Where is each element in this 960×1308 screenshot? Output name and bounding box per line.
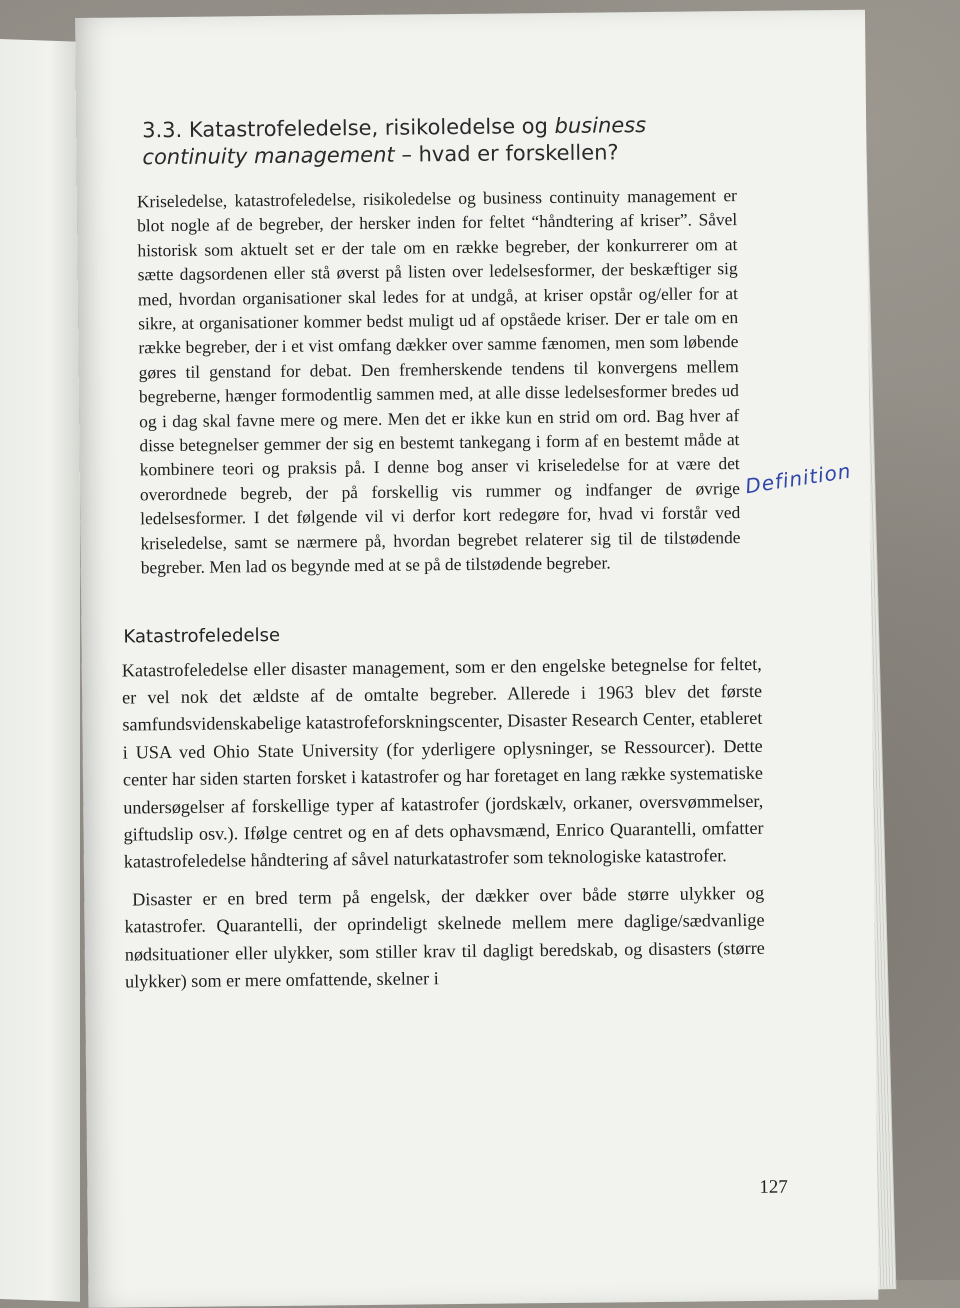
body-paragraph-1: Katastrofeledelse eller disaster management, som er den engelske betegnelse for feltet, er vel nok det ældste af de omtalte begreber. Allerede i 1963 blev det første samfundsvidenskabelige katastrofeforskningscenter, Disaster Research Center, etableret i USA ved Ohio State University (for yderligere oplysninger, se Ressourcer). Dette center har siden starten forsket i katastrofer og har foretaget en lang række systematiske undersøgelser af forskellige typer af katastrofer (jordskælv, orkaner, oversvømmelser, giftudslip osv.). Ifølge centret og en af dets ophavsmænd, Enrico Quarantelli, omfatter katastrofeledelse håndtering af såvel naturkatastrofer som teknologiske katastrofer. [121,653,764,872]
intro-paragraph: Kriseledelse, katastrofeledelse, risikoledelse og business continuity management er blot nogle af de begreber, der hersker inden for feltet “håndtering af kriser”. Såvel historisk som aktuelt set er der tale om en række begreber, der konkurrerer om at sætte dagsordenen eller stå øverst på listen over ledelsesformer, der beskæftiger sig med, hvordan organisationer skal ledes for at undgå, at kriser opstår og/eller for at sikre, at organisationer kommer bedst muligt ud af opståede kriser. Der er tale om en række begreber, der i et vist omfang dækker over samme fænomen, men som løbende gøres til genstand for debat. Den fremherskende tendens til konvergens mellem begreberne, hænger formodentlig sammen med, at alle disse ledelsesformer bredes ud og i dag skal favne mere og mere. Men det er ikke kun en strid om ord. Bag hver af disse betegnelser gemmer der sig en bestemt tankegang i form af en bestemt måde at kombinere teori og praksis på. I denne bog anser vi kriseledelse for at være det overordnede begreb, der på forskellig vis rummer og indfanger de øvrige ledelsesformer. I det følgende vil vi derfor kort redegøre for, hvad vi forstår ved kriseledelse, samt se nærmere på, hvordan begrebet relaterer sig til de tilstødende begreber. Men lad os begynde med at se på de tilstødende begreber. [136,185,741,578]
section-heading-suffix: – hvad er forskellen? [394,140,619,167]
section-heading-prefix: 3.3. Katastrofeledelse, risikoledelse og [142,113,555,143]
handwritten-annotation: Definition [743,458,853,499]
section-heading-italic: business continuity management [142,113,647,170]
subheading-katastrofeledelse: Katastrofeledelse [123,624,281,648]
section-intro [137,183,741,580]
body-paragraph-2: Disaster er en bred term på engelsk, der dækker over både større ulykker og katastrofer. Quarantelli, der oprindeligt skelnede mellem mere daglige/sædvanlige nødsituationer eller ulykker, som stiller krav til dagligt beredskab, og disasters (større ulykker) som er mere omfattende, skelner i [124,882,765,992]
section-heading [142,111,737,171]
facing-page [0,38,80,1301]
book-page [75,10,878,1308]
section-katastrofeledelse [122,650,766,996]
page-number: 127 [759,1176,788,1198]
page-content [121,111,765,996]
